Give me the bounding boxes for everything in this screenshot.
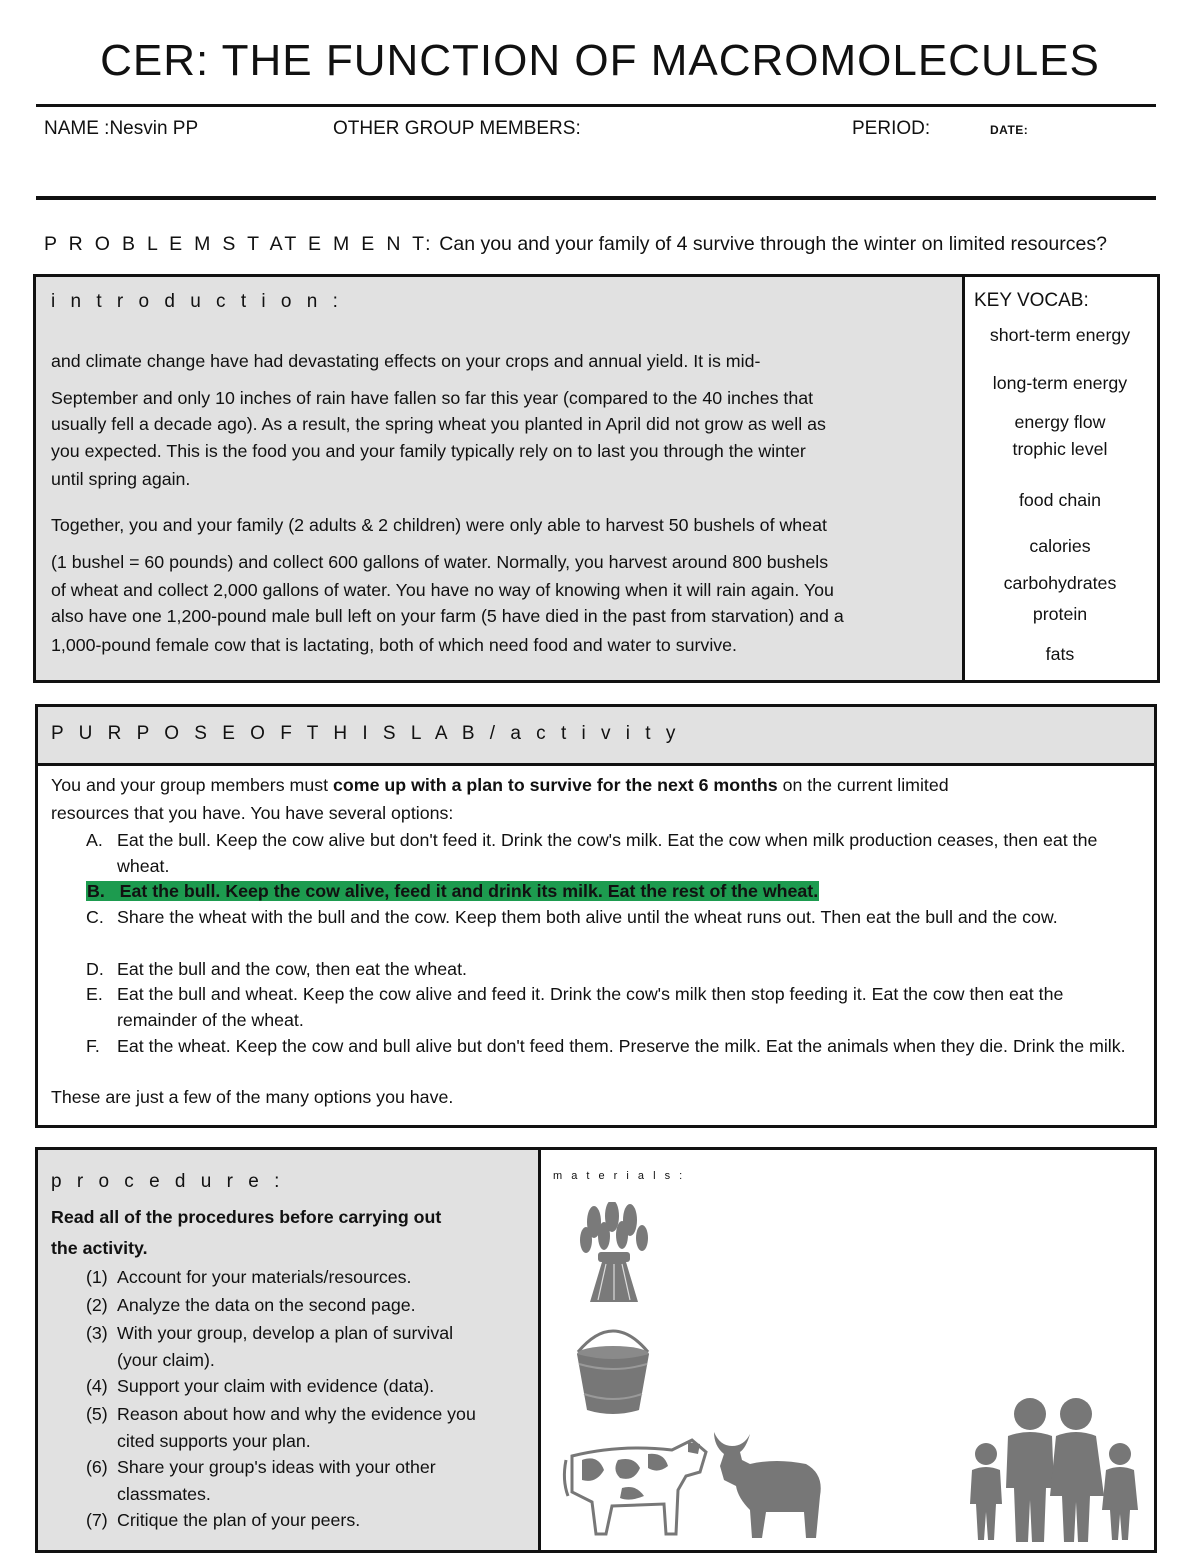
header-bottom-rule	[36, 196, 1156, 200]
step-text: Critique the plan of your peers.	[117, 1510, 361, 1530]
intro-line: you expected. This is the food you and your family typically rely on to last you through the winter	[51, 441, 806, 461]
option-item	[86, 981, 1136, 1033]
option-text: Eat the wheat. Keep the cow and bull alive but don't feed them. Preserve the milk. Eat the animals when they die. Drink the milk.	[117, 1036, 1126, 1056]
procedure-step	[86, 1507, 526, 1534]
option-highlight	[86, 881, 819, 901]
vocab-item: fats	[1045, 644, 1075, 664]
group-members-field[interactable]: OTHER GROUP MEMBERS:	[333, 118, 581, 139]
step-text: Support your claim with evidence (data).	[117, 1376, 435, 1396]
step-number: (5)	[86, 1404, 108, 1424]
option-item	[86, 904, 1136, 930]
name-field[interactable]: NAME :Nesvin PP	[44, 118, 199, 139]
procedure-instruction	[51, 1202, 441, 1264]
cow-icon	[560, 1430, 710, 1542]
vocab-item: energy flow	[1014, 412, 1106, 432]
step-text: Share your group's ideas with your other classmates.	[117, 1457, 436, 1504]
date-field[interactable]: DATE:	[990, 123, 1029, 137]
step-number: (3)	[86, 1323, 108, 1343]
vocab-item: short-term energy	[989, 325, 1131, 345]
option-item	[86, 956, 1136, 982]
intro-line: Together, you and your family (2 adults & 2 children) were only able to harvest 50 bushels of wheat	[51, 515, 827, 535]
option-item	[86, 1033, 1136, 1059]
option-letter: E.	[86, 984, 103, 1004]
step-text: With your group, develop a plan of survival (your claim).	[117, 1323, 454, 1370]
intro-line: 1,000-pound female cow that is lactating, both of which need food and water to survive.	[51, 635, 737, 655]
intro-line: of wheat and collect 2,000 gallons of water. You have no way of knowing when it will rain again. You	[51, 580, 834, 600]
vocab-item: long-term energy	[992, 373, 1128, 393]
option-item-highlighted	[86, 878, 1136, 904]
intro-line: (1 bushel = 60 pounds) and collect 600 gallons of water. Normally, you harvest around 800 bushels	[51, 552, 829, 572]
step-number: (2)	[86, 1295, 108, 1315]
option-text: Eat the bull. Keep the cow alive but don't feed it. Drink the cow's milk. Eat the cow when milk production ceases, then eat the wheat.	[117, 830, 1098, 876]
purpose-intro-emphasis: come up with a plan to survive for the next 6 months	[333, 775, 778, 795]
option-text: Eat the bull and the cow, then eat the wheat.	[117, 959, 467, 979]
vocab-item: food chain	[1018, 490, 1102, 510]
introduction-heading: i n t r o d u c t i o n :	[51, 291, 343, 312]
step-number: (7)	[86, 1510, 108, 1530]
procedure-step	[86, 1320, 526, 1374]
bull-icon	[706, 1430, 826, 1540]
option-letter: D.	[86, 959, 104, 979]
materials-heading: m a t e r i a l s :	[553, 1170, 686, 1182]
procedure-step	[86, 1401, 526, 1455]
option-text: Eat the bull and wheat. Keep the cow alive and feed it. Drink the cow's milk then stop feeding it. Eat the cow then eat the remainder of the wheat.	[117, 984, 1064, 1030]
option-text: Eat the bull. Keep the cow alive, feed it and drink its milk. Eat the rest of the wheat.	[119, 881, 819, 901]
procedure-step	[86, 1373, 526, 1400]
option-item	[86, 827, 1136, 879]
wheat-bundle-icon	[572, 1202, 656, 1304]
family-icon	[966, 1392, 1142, 1544]
vocab-item: trophic level	[1012, 439, 1108, 459]
procedure-step	[86, 1264, 526, 1291]
intro-line: also have one 1,200-pound male bull left on your farm (5 have died in the past from starvation) and a	[51, 606, 844, 626]
step-number: (1)	[86, 1267, 108, 1287]
period-field[interactable]: PERIOD:	[852, 118, 931, 139]
purpose-heading: P U R P O S E O F T H I S L A B / a c t i v i t y	[51, 723, 681, 744]
procedure-divider	[538, 1150, 541, 1550]
key-vocab-heading: KEY VOCAB:	[974, 290, 1089, 311]
page-title: CER: THE FUNCTION OF MACROMOLECULES	[100, 36, 1100, 85]
procedure-instruction-line: the activity.	[51, 1238, 148, 1258]
purpose-intro-line2: resources that you have. You have several options:	[51, 803, 454, 823]
purpose-intro-text: on the current limited	[777, 775, 949, 795]
intro-line: and climate change have had devastating effects on your crops and annual yield. It is mid-	[51, 351, 761, 371]
step-text: Reason about how and why the evidence you cited supports your plan.	[117, 1404, 476, 1451]
intro-line: September and only 10 inches of rain have fallen so far this year (compared to the 40 inches that	[51, 388, 814, 408]
intro-line: until spring again.	[51, 469, 191, 489]
problem-statement	[44, 233, 1107, 256]
procedure-instruction-line: Read all of the procedures before carrying out	[51, 1207, 442, 1227]
step-number: (6)	[86, 1457, 108, 1477]
intro-line: usually fell a decade ago). As a result, the spring wheat you planted in April did not grow as well as	[51, 414, 826, 434]
vocab-item: protein	[1032, 604, 1088, 624]
procedure-step	[86, 1292, 526, 1319]
vocab-item: carbohydrates	[1003, 573, 1117, 593]
problem-statement-text: Can you and your family of 4 survive through the winter on limited resources?	[439, 233, 1107, 255]
option-letter: C.	[86, 907, 104, 927]
header-top-rule	[36, 104, 1156, 107]
option-letter: B.	[87, 881, 105, 901]
purpose-intro-text: You and your group members must	[51, 775, 334, 795]
problem-statement-label: P R O B L E M S T AT E M E N T:	[44, 233, 434, 255]
procedure-heading: p r o c e d u r e :	[51, 1171, 285, 1192]
step-number: (4)	[86, 1376, 108, 1396]
purpose-closing: These are just a few of the many options you have.	[51, 1087, 454, 1107]
water-bucket-icon	[570, 1318, 656, 1416]
step-text: Analyze the data on the second page.	[117, 1295, 416, 1315]
purpose-intro	[51, 772, 1141, 799]
option-letter: F.	[86, 1036, 100, 1056]
procedure-step	[86, 1454, 526, 1508]
option-text: Share the wheat with the bull and the cow. Keep them both alive until the wheat runs out. Then eat the bull and the cow.	[117, 907, 1058, 927]
step-text: Account for your materials/resources.	[117, 1267, 412, 1287]
option-letter: A.	[86, 830, 103, 850]
vocab-item: calories	[1029, 536, 1091, 556]
